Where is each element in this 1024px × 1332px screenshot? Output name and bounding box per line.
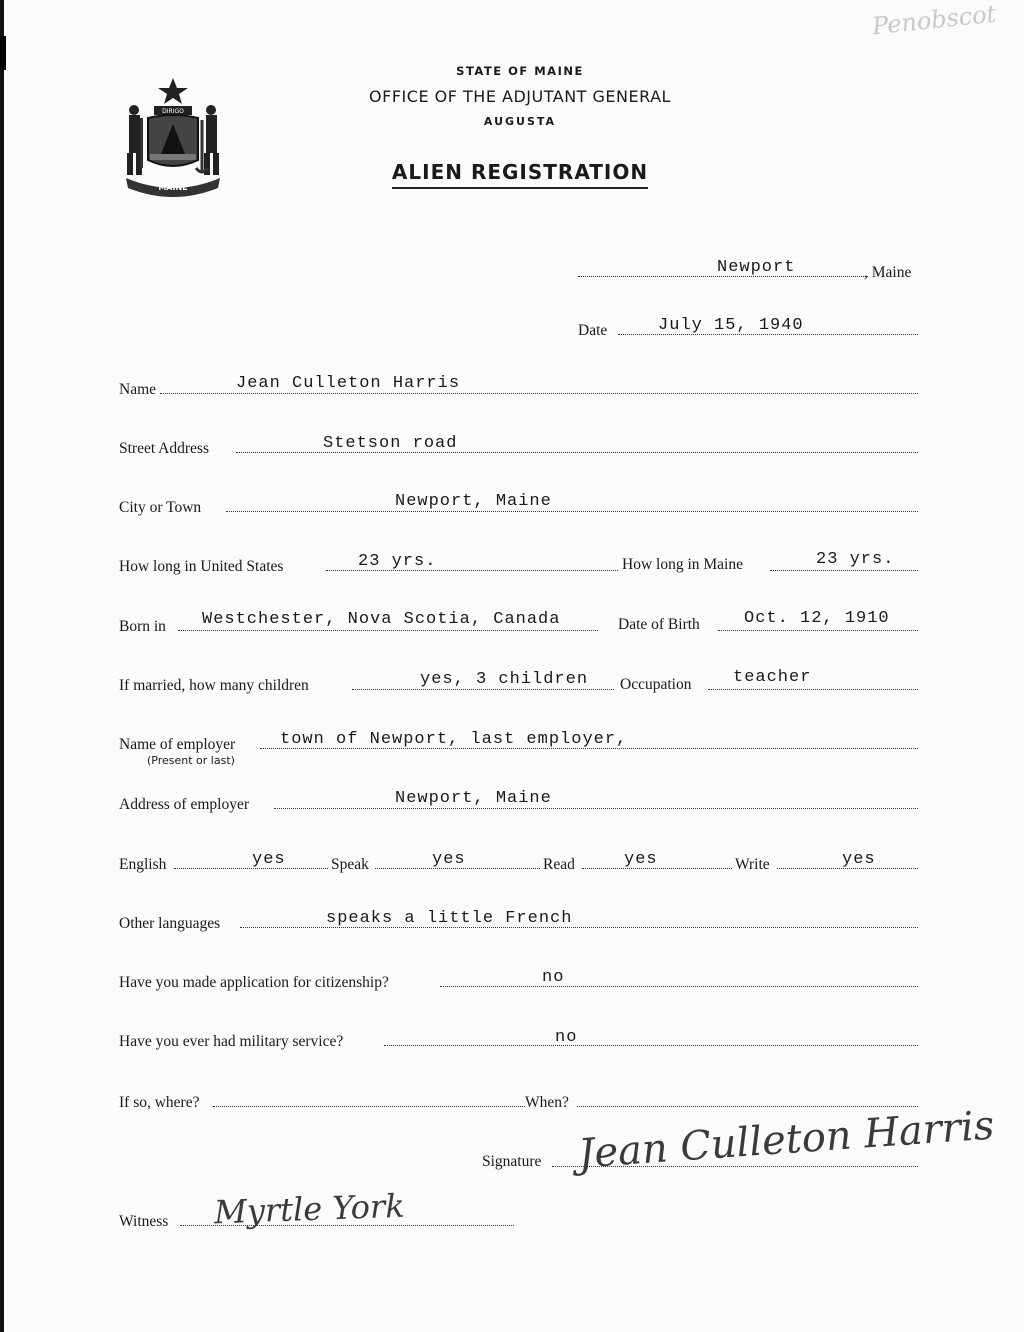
other-languages-label: Other languages bbox=[119, 915, 221, 932]
english-label: English bbox=[119, 856, 167, 873]
name-value: Jean Culleton Harris bbox=[236, 374, 461, 393]
town-suffix: , Maine bbox=[864, 264, 912, 281]
city-label: City or Town bbox=[119, 499, 202, 516]
signature-handwriting: Jean Culleton Harris bbox=[576, 1102, 996, 1178]
state-heading: STATE OF MAINE bbox=[456, 64, 584, 78]
born-label: Born in bbox=[119, 618, 166, 635]
name-dots bbox=[160, 393, 918, 394]
witness-handwriting: Myrtle York bbox=[213, 1186, 406, 1232]
english-value: yes bbox=[252, 850, 286, 869]
dob-value: Oct. 12, 1910 bbox=[744, 609, 890, 628]
military-dots bbox=[384, 1045, 918, 1046]
maine-duration-dots bbox=[770, 570, 918, 571]
read-value: yes bbox=[624, 850, 658, 869]
city-dots bbox=[226, 511, 918, 512]
form-title bbox=[0, 160, 1024, 184]
dob-label: Date of Birth bbox=[618, 616, 700, 633]
speak-value: yes bbox=[432, 850, 466, 869]
employer-address-dots bbox=[274, 808, 918, 809]
dob-dots bbox=[718, 630, 918, 631]
street-value: Stetson road bbox=[323, 434, 458, 453]
corner-pencil-note: Penobscot bbox=[870, 0, 998, 41]
witness-label: Witness bbox=[119, 1213, 169, 1230]
occupation-dots bbox=[708, 689, 918, 690]
citizenship-value: no bbox=[542, 968, 565, 987]
employer-value: town of Newport, last employer, bbox=[280, 730, 628, 749]
where-label: If so, where? bbox=[119, 1094, 200, 1111]
employer-sublabel: (Present or last) bbox=[147, 754, 235, 767]
employer-address-value: Newport, Maine bbox=[395, 789, 552, 808]
employer-address-label: Address of employer bbox=[119, 796, 249, 813]
married-value: yes, 3 children bbox=[420, 670, 589, 689]
date-value: July 15, 1940 bbox=[658, 316, 804, 335]
name-label: Name bbox=[119, 381, 157, 398]
signature-label: Signature bbox=[482, 1153, 542, 1170]
seal-banner: MAINE bbox=[158, 183, 188, 192]
scan-edge bbox=[0, 0, 4, 1332]
occupation-label: Occupation bbox=[620, 676, 692, 693]
city-value: Newport, Maine bbox=[395, 492, 552, 511]
street-label: Street Address bbox=[119, 440, 209, 457]
when-dots bbox=[577, 1106, 918, 1107]
employer-label: Name of employer bbox=[119, 736, 236, 753]
born-dots bbox=[178, 630, 598, 631]
other-languages-value: speaks a little French bbox=[326, 909, 573, 928]
read-label: Read bbox=[543, 856, 575, 873]
military-label: Have you ever had military service? bbox=[119, 1033, 344, 1050]
us-duration-label: How long in United States bbox=[119, 558, 284, 575]
english-dots bbox=[174, 868, 328, 869]
town-value: Newport bbox=[717, 258, 796, 277]
form-title-text: ALIEN REGISTRATION bbox=[392, 160, 648, 189]
military-value: no bbox=[555, 1028, 578, 1047]
city-heading: AUGUSTA bbox=[483, 115, 557, 128]
occupation-value: teacher bbox=[733, 668, 812, 687]
born-value: Westchester, Nova Scotia, Canada bbox=[202, 610, 561, 629]
maine-duration-label: How long in Maine bbox=[622, 556, 743, 573]
date-label: Date bbox=[578, 322, 608, 339]
citizenship-label: Have you made application for citizenship? bbox=[119, 974, 389, 991]
write-value: yes bbox=[842, 850, 876, 869]
us-duration-value: 23 yrs. bbox=[358, 552, 437, 571]
write-label: Write bbox=[735, 856, 770, 873]
citizenship-dots bbox=[440, 986, 918, 987]
when-label: When? bbox=[525, 1094, 569, 1111]
office-heading: OFFICE OF THE ADJUTANT GENERAL bbox=[369, 87, 671, 106]
seal-motto: DIRIGO bbox=[162, 108, 184, 115]
speak-label: Speak bbox=[331, 856, 369, 873]
married-label: If married, how many children bbox=[119, 677, 309, 694]
married-dots bbox=[352, 689, 614, 690]
where-dots bbox=[213, 1106, 525, 1107]
maine-duration-value: 23 yrs. bbox=[816, 550, 895, 569]
